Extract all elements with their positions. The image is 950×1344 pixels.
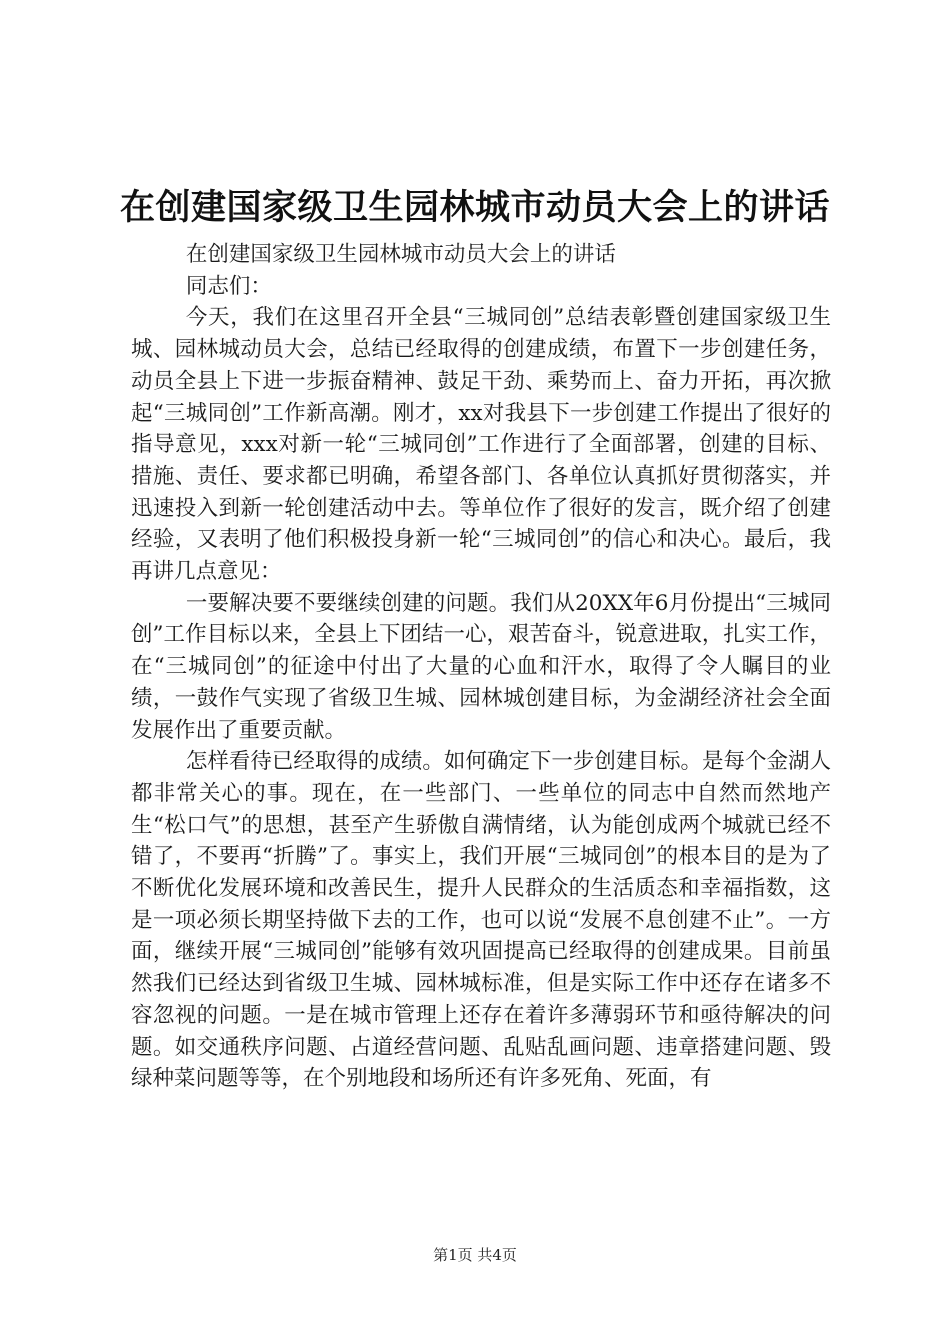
body-paragraph: 怎样看待已经取得的成绩。如何确定下一步创建目标。是每个金湖人都非常关心的事。现在，在一些部门、一些单位的同志中自然而然地产生“松口气”的思想，甚至产生骄傲自满情绪，认为能创成两个城就已经不错了，不要再“折腾”了。事实上，我们开展“三城同创”的根本目的是为了不断优化发展环境和改善民生，提升人民群众的生活质态和幸福指数，这是一项必须长期坚持做下去的工作，也可以说“发展不息创建不止”。一方面，继续开展“三城同创”能够有效巩固提高已经取得的创建成果。目前虽然我们已经达到省级卫生城、园林城标准，但是实际工作中还存在诸多不容忽视的问题。一是在城市管理上还存在着许多薄弱环节和亟待解决的问题。如交通秩序问题、占道经营问题、乱贴乱画问题、违章搭建问题、毁绿种菜问题等等，在个别地段和场所还有许多死角、死面，有 <box>131 749 831 1092</box>
body-paragraph: 今天，我们在这里召开全县“三城同创”总结表彰暨创建国家级卫生城、园林城动员大会，总结已经取得的创建成绩，布置下一步创建任务，动员全县上下进一步振奋精神、鼓足干劲、乘势而上、奋力开拓，再次掀起“三城同创”工作新高潮。刚才，xx对我县下一步创建工作提出了很好的指导意见，xxx对新一轮“三城同创”工作进行了全面部署，创建的目标、措施、责任、要求都已明确，希望各部门、各单位认真抓好贯彻落实，并迅速投入到新一轮创建活动中去。等单位作了很好的发言，既介绍了创建经验，又表明了他们积极投身新一轮“三城同创”的信心和决心。最后，我再讲几点意见： <box>131 305 831 585</box>
salutation-paragraph: 同志们： <box>185 273 272 299</box>
page-number-footer: 第1页 共4页 <box>433 1246 517 1264</box>
body-paragraph: 一要解决要不要继续创建的问题。我们从20XX年6月份提出“三城同创”工作目标以来，全县上下团结一心，艰苦奋斗，锐意进取，扎实工作，在“三城同创”的征途中付出了大量的心血和汗水，取得了令人瞩目的业绩，一鼓作气实现了省级卫生城、园林城创建目标，为金湖经济社会全面发展作出了重要贡献。 <box>131 590 831 743</box>
document-body <box>131 239 831 1095</box>
document-title: 在创建国家级卫生园林城市动员大会上的讲话 <box>119 187 830 228</box>
subtitle-paragraph: 在创建国家级卫生园林城市动员大会上的讲话 <box>185 242 616 267</box>
